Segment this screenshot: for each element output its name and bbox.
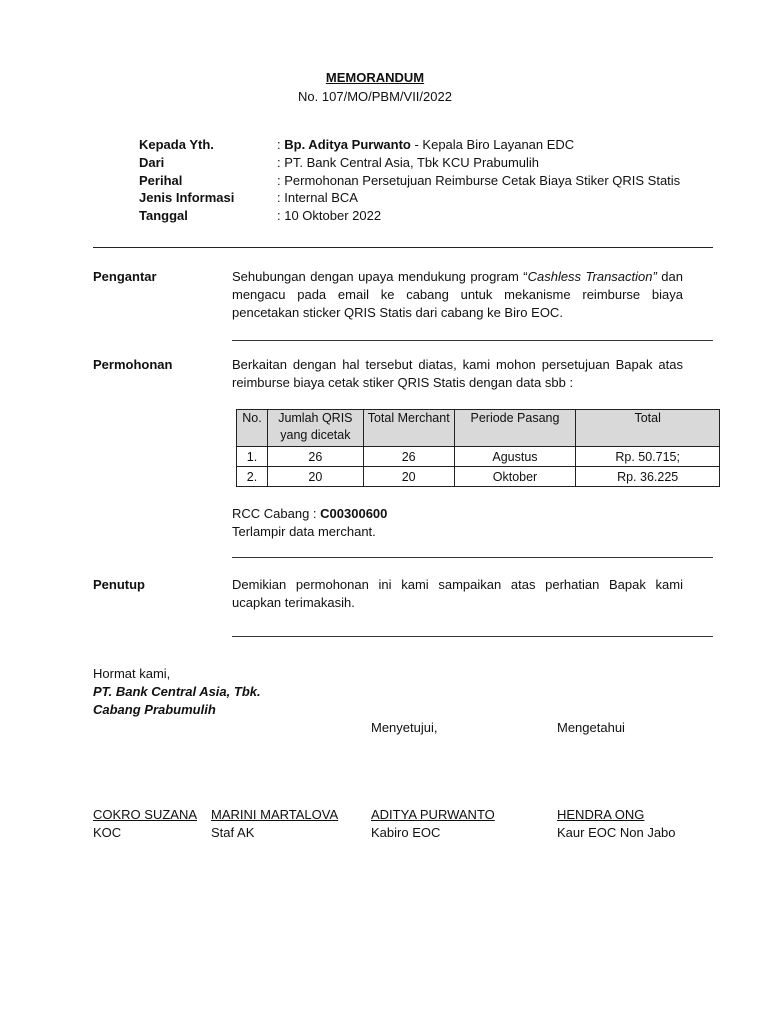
cell-total-merchant: 26 bbox=[363, 447, 454, 467]
cell-jumlah-qris: 26 bbox=[267, 447, 363, 467]
col-header-total-merchant: Total Merchant bbox=[363, 410, 454, 447]
signatory-name: HENDRA ONG bbox=[557, 807, 645, 822]
cell-total: Rp. 50.715; bbox=[576, 447, 720, 467]
permohonan-text: Berkaitan dengan hal tersebut diatas, kami mohon persetujuan Bapak atas reimburse biaya cetak stiker QRIS Statis dengan data sbb : bbox=[232, 357, 683, 390]
signatory-name: MARINI MARTALOVA bbox=[211, 807, 339, 822]
qris-table bbox=[236, 409, 720, 487]
kepada-rest: - Kepala Biro Layanan EDC bbox=[410, 137, 575, 152]
rcc-cabang bbox=[232, 506, 387, 521]
cell-no: 1. bbox=[237, 447, 268, 467]
jenis-informasi-label: Jenis Informasi bbox=[139, 190, 235, 205]
hormat-kami: Hormat kami, bbox=[93, 666, 171, 681]
kepada-prefix: : bbox=[277, 137, 285, 152]
rcc-value: C00300600 bbox=[320, 506, 388, 521]
dari-value: : PT. Bank Central Asia, Tbk KCU Prabumulih bbox=[277, 155, 540, 170]
penutup-text: Demikian permohonan ini kami sampaikan atas perhatian Bapak kami ucapkan terimakasih. bbox=[232, 577, 683, 610]
pengantar-text-italic: Cashless Transaction” bbox=[527, 269, 657, 284]
header-divider bbox=[93, 247, 713, 248]
cell-no: 2. bbox=[237, 467, 268, 487]
branch-name: Cabang Prabumulih bbox=[93, 702, 216, 717]
attachment-note: Terlampir data merchant. bbox=[232, 524, 376, 539]
pengantar-divider bbox=[232, 340, 713, 341]
col-header-periode-pasang: Periode Pasang bbox=[454, 410, 576, 447]
perihal-label: Perihal bbox=[139, 173, 183, 188]
cell-periode-pasang: Agustus bbox=[454, 447, 576, 467]
table-row bbox=[237, 447, 720, 467]
pengantar-text-before: Sehubungan dengan upaya mendukung program “ bbox=[232, 269, 528, 284]
memo-number: No. 107/MO/PBM/VII/2022 bbox=[298, 89, 452, 104]
cell-total-merchant: 20 bbox=[363, 467, 454, 487]
cell-periode-pasang: Oktober bbox=[454, 467, 576, 487]
kepada-name: Bp. Aditya Purwanto bbox=[284, 137, 411, 152]
memo-title: MEMORANDUM bbox=[325, 70, 425, 85]
col-header-total: Total bbox=[576, 410, 720, 447]
col-header-jumlah-qris: Jumlah QRIS yang dicetak bbox=[267, 410, 363, 447]
permohonan-label: Permohonan bbox=[93, 357, 173, 372]
signatory-name: ADITYA PURWANTO bbox=[371, 807, 495, 822]
jenis-informasi-value: : Internal BCA bbox=[277, 190, 358, 205]
signatory-name: COKRO SUZANA bbox=[93, 807, 198, 822]
rcc-label: RCC Cabang : bbox=[232, 506, 321, 521]
penutup-label: Penutup bbox=[93, 577, 145, 592]
signatory-role: Staf AK bbox=[211, 825, 255, 840]
mengetahui-label: Mengetahui bbox=[557, 720, 625, 735]
tanggal-label: Tanggal bbox=[139, 208, 188, 223]
cell-total: Rp. 36.225 bbox=[576, 467, 720, 487]
company-name: PT. Bank Central Asia, Tbk. bbox=[93, 684, 261, 699]
permohonan-divider bbox=[232, 557, 713, 558]
table-row bbox=[237, 467, 720, 487]
table-header-row bbox=[237, 410, 720, 447]
col-header-no: No. bbox=[237, 410, 268, 447]
kepada-label: Kepada Yth. bbox=[139, 137, 214, 152]
signatory-role: Kabiro EOC bbox=[371, 825, 441, 840]
signatory-role: KOC bbox=[93, 825, 122, 840]
penutup-divider bbox=[232, 636, 713, 637]
menyetujui-label: Menyetujui, bbox=[371, 720, 438, 735]
perihal-value: : Permohonan Persetujuan Reimburse Cetak Biaya Stiker QRIS Statis bbox=[277, 173, 681, 188]
pengantar-text-after: dan mengacu pada email ke cabang untuk mekanisme reimburse biaya pencetakan sticker QRIS Statis dari cabang ke Biro EOC. bbox=[232, 269, 683, 320]
kepada-value bbox=[277, 137, 574, 152]
dari-label: Dari bbox=[139, 155, 165, 170]
pengantar-text bbox=[232, 268, 683, 322]
tanggal-value: : 10 Oktober 2022 bbox=[277, 208, 382, 223]
signatory-role: Kaur EOC Non Jabo bbox=[557, 825, 676, 840]
pengantar-label: Pengantar bbox=[93, 269, 157, 284]
cell-jumlah-qris: 20 bbox=[267, 467, 363, 487]
